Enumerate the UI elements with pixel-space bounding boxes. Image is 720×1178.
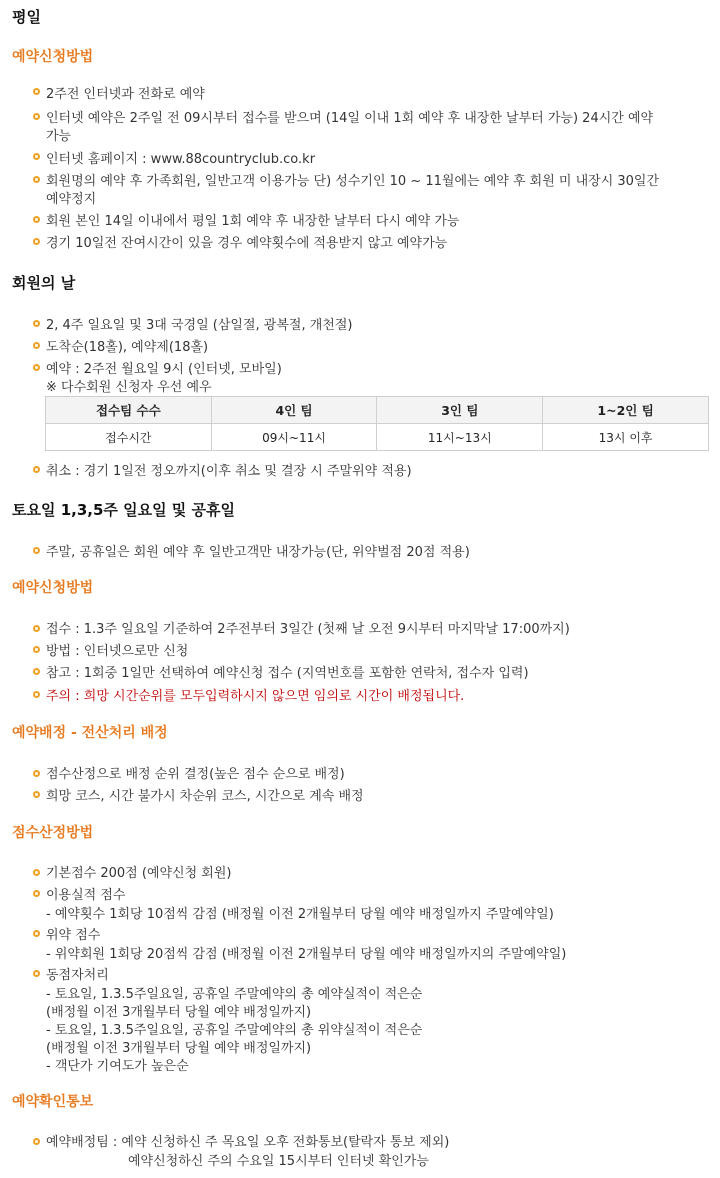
- table-header-row: [46, 397, 709, 424]
- bullet-icon: [33, 547, 40, 554]
- bullet-icon: [33, 320, 40, 327]
- list-item: 회원 본인 14일 이내에서 평일 1회 예약 후 내장한 날부터 다시 예약 가능: [46, 214, 460, 229]
- bullet-icon: [33, 668, 40, 675]
- list-item-continued: 예약정지: [46, 192, 97, 207]
- reservation-time-table: [45, 396, 709, 451]
- note-text: ※ 다수회원 신청자 우선 예우: [46, 380, 212, 395]
- table-row: [46, 424, 709, 451]
- list-item-detail: (배정월 이전 3개월부터 당월 예약 배정일까지): [46, 1005, 312, 1020]
- list-item: 2, 4주 일요일 및 3대 국경일 (삼일절, 광복절, 개천절): [46, 318, 353, 333]
- table-cell: 11시~13시: [377, 424, 543, 451]
- list-item: 방법 : 인터넷으로만 신청: [46, 644, 189, 659]
- list-item: 점수산정으로 배정 순위 결정(높은 점수 순으로 배정): [46, 767, 345, 782]
- list-item-detail: - 토요일, 1.3.5주일요일, 공휴일 주말예약의 총 예약실적이 적은순: [46, 987, 423, 1002]
- list-item-detail: - 객단가 기여도가 높은순: [46, 1059, 189, 1074]
- list-item: 예약배정팀 : 예약 신청하신 주 목요일 오후 전화통보(탈락자 통보 제외): [46, 1135, 450, 1150]
- bullet-icon: [33, 113, 40, 120]
- bullet-icon: [33, 770, 40, 777]
- list-item: 동점자처리: [46, 968, 109, 983]
- bullet-icon: [33, 791, 40, 798]
- list-item: 위약 점수: [46, 928, 101, 943]
- table-header-cell: 4인 팀: [211, 397, 377, 424]
- warning-text: 주의 : 희망 시간순위를 모두입력하시지 않으면 임의로 시간이 배정됩니다.: [46, 689, 465, 704]
- list-item: 이용실적 점수: [46, 888, 126, 903]
- list-item-detail: - 위약회원 1회당 20점씩 감점 (배정월 이전 2개월부터 당월 예약 배정일까지의 주말예약일): [46, 947, 567, 962]
- list-item: 기본점수 200점 (예약신청 회원): [46, 866, 232, 881]
- list-item: 인터넷 홈페이지 : www.88countryclub.co.kr: [46, 152, 316, 167]
- table-header-cell: 1~2인 팀: [543, 397, 709, 424]
- bullet-icon: [33, 646, 40, 653]
- bullet-icon: [33, 869, 40, 876]
- section-title-weekday: 평일: [12, 8, 41, 26]
- bullet-icon: [33, 625, 40, 632]
- bullet-icon: [33, 970, 40, 977]
- bullet-icon: [33, 930, 40, 937]
- subsection-title-reservation-method: 예약신청방법: [12, 580, 94, 596]
- section-title-weekend: 토요일 1,3,5주 일요일 및 공휴일: [12, 501, 235, 519]
- list-item: 인터넷 예약은 2주일 전 09시부터 접수를 받으며 (14일 이내 1회 예약 후 내장한 날부터 가능) 24시간 예약: [46, 111, 654, 126]
- list-item: 회원명의 예약 후 가족회원, 일반고객 이용가능 단) 성수기인 10 ~ 11월에는 예약 후 회원 미 내장시 30일간: [46, 174, 660, 189]
- bullet-icon: [33, 153, 40, 160]
- list-item: 2주전 인터넷과 전화로 예약: [46, 87, 205, 102]
- list-item: 희망 코스, 시간 불가시 차순위 코스, 시간으로 계속 배정: [46, 789, 364, 804]
- list-item: 접수 : 1.3주 일요일 기준하여 2주전부터 3일간 (첫째 날 오전 9시부터 마지막날 17:00까지): [46, 622, 570, 637]
- bullet-icon: [33, 216, 40, 223]
- bullet-icon: [33, 691, 40, 698]
- list-item-detail: (배정월 이전 3개월부터 당월 예약 배정일까지): [46, 1041, 312, 1056]
- bullet-icon: [33, 342, 40, 349]
- list-item: 참고 : 1회중 1일만 선택하여 예약신청 접수 (지역번호를 포함한 연락처, 접수자 입력): [46, 666, 529, 681]
- bullet-icon: [33, 1138, 40, 1145]
- list-item-detail: - 예약횟수 1회당 10점씩 감점 (배정월 이전 2개월부터 당월 예약 배정일까지 주말예약일): [46, 907, 554, 922]
- section-title-member-day: 회원의 날: [12, 274, 76, 292]
- subsection-title-confirmation: 예약확인통보: [12, 1094, 94, 1110]
- table-header-cell: 3인 팀: [377, 397, 543, 424]
- list-item-detail: - 토요일, 1.3.5주일요일, 공휴일 주말예약의 총 위약실적이 적은순: [46, 1023, 423, 1038]
- table-cell: 접수시간: [46, 424, 212, 451]
- table-cell: 13시 이후: [543, 424, 709, 451]
- table-header-cell: 접수팀 수수: [46, 397, 212, 424]
- subsection-title-reservation-method: 예약신청방법: [12, 49, 94, 65]
- list-item: 경기 10일전 잔여시간이 있을 경우 예약횟수에 적용받지 않고 예약가능: [46, 236, 448, 251]
- list-item: 주말, 공휴일은 회원 예약 후 일반고객만 내장가능(단, 위약벌점 20점 적용): [46, 545, 470, 560]
- bullet-icon: [33, 364, 40, 371]
- list-item-continued: 예약신청하신 주의 수요일 15시부터 인터넷 확인가능: [128, 1154, 429, 1169]
- bullet-icon: [33, 88, 40, 95]
- bullet-icon: [33, 176, 40, 183]
- subsection-title-scoring: 점수산정방법: [12, 825, 94, 841]
- bullet-icon: [33, 466, 40, 473]
- list-item: 취소 : 경기 1일전 정오까지(이후 취소 및 결장 시 주말위약 적용): [46, 464, 412, 479]
- list-item-continued: 가능: [46, 129, 72, 144]
- bullet-icon: [33, 890, 40, 897]
- bullet-icon: [33, 238, 40, 245]
- list-item: 예약 : 2주전 월요일 9시 (인터넷, 모바일): [46, 362, 282, 377]
- list-item: 도착순(18홀), 예약제(18홀): [46, 340, 209, 355]
- table-cell: 09시~11시: [211, 424, 377, 451]
- subsection-title-assignment: 예약배정 - 전산처리 배정: [12, 725, 168, 741]
